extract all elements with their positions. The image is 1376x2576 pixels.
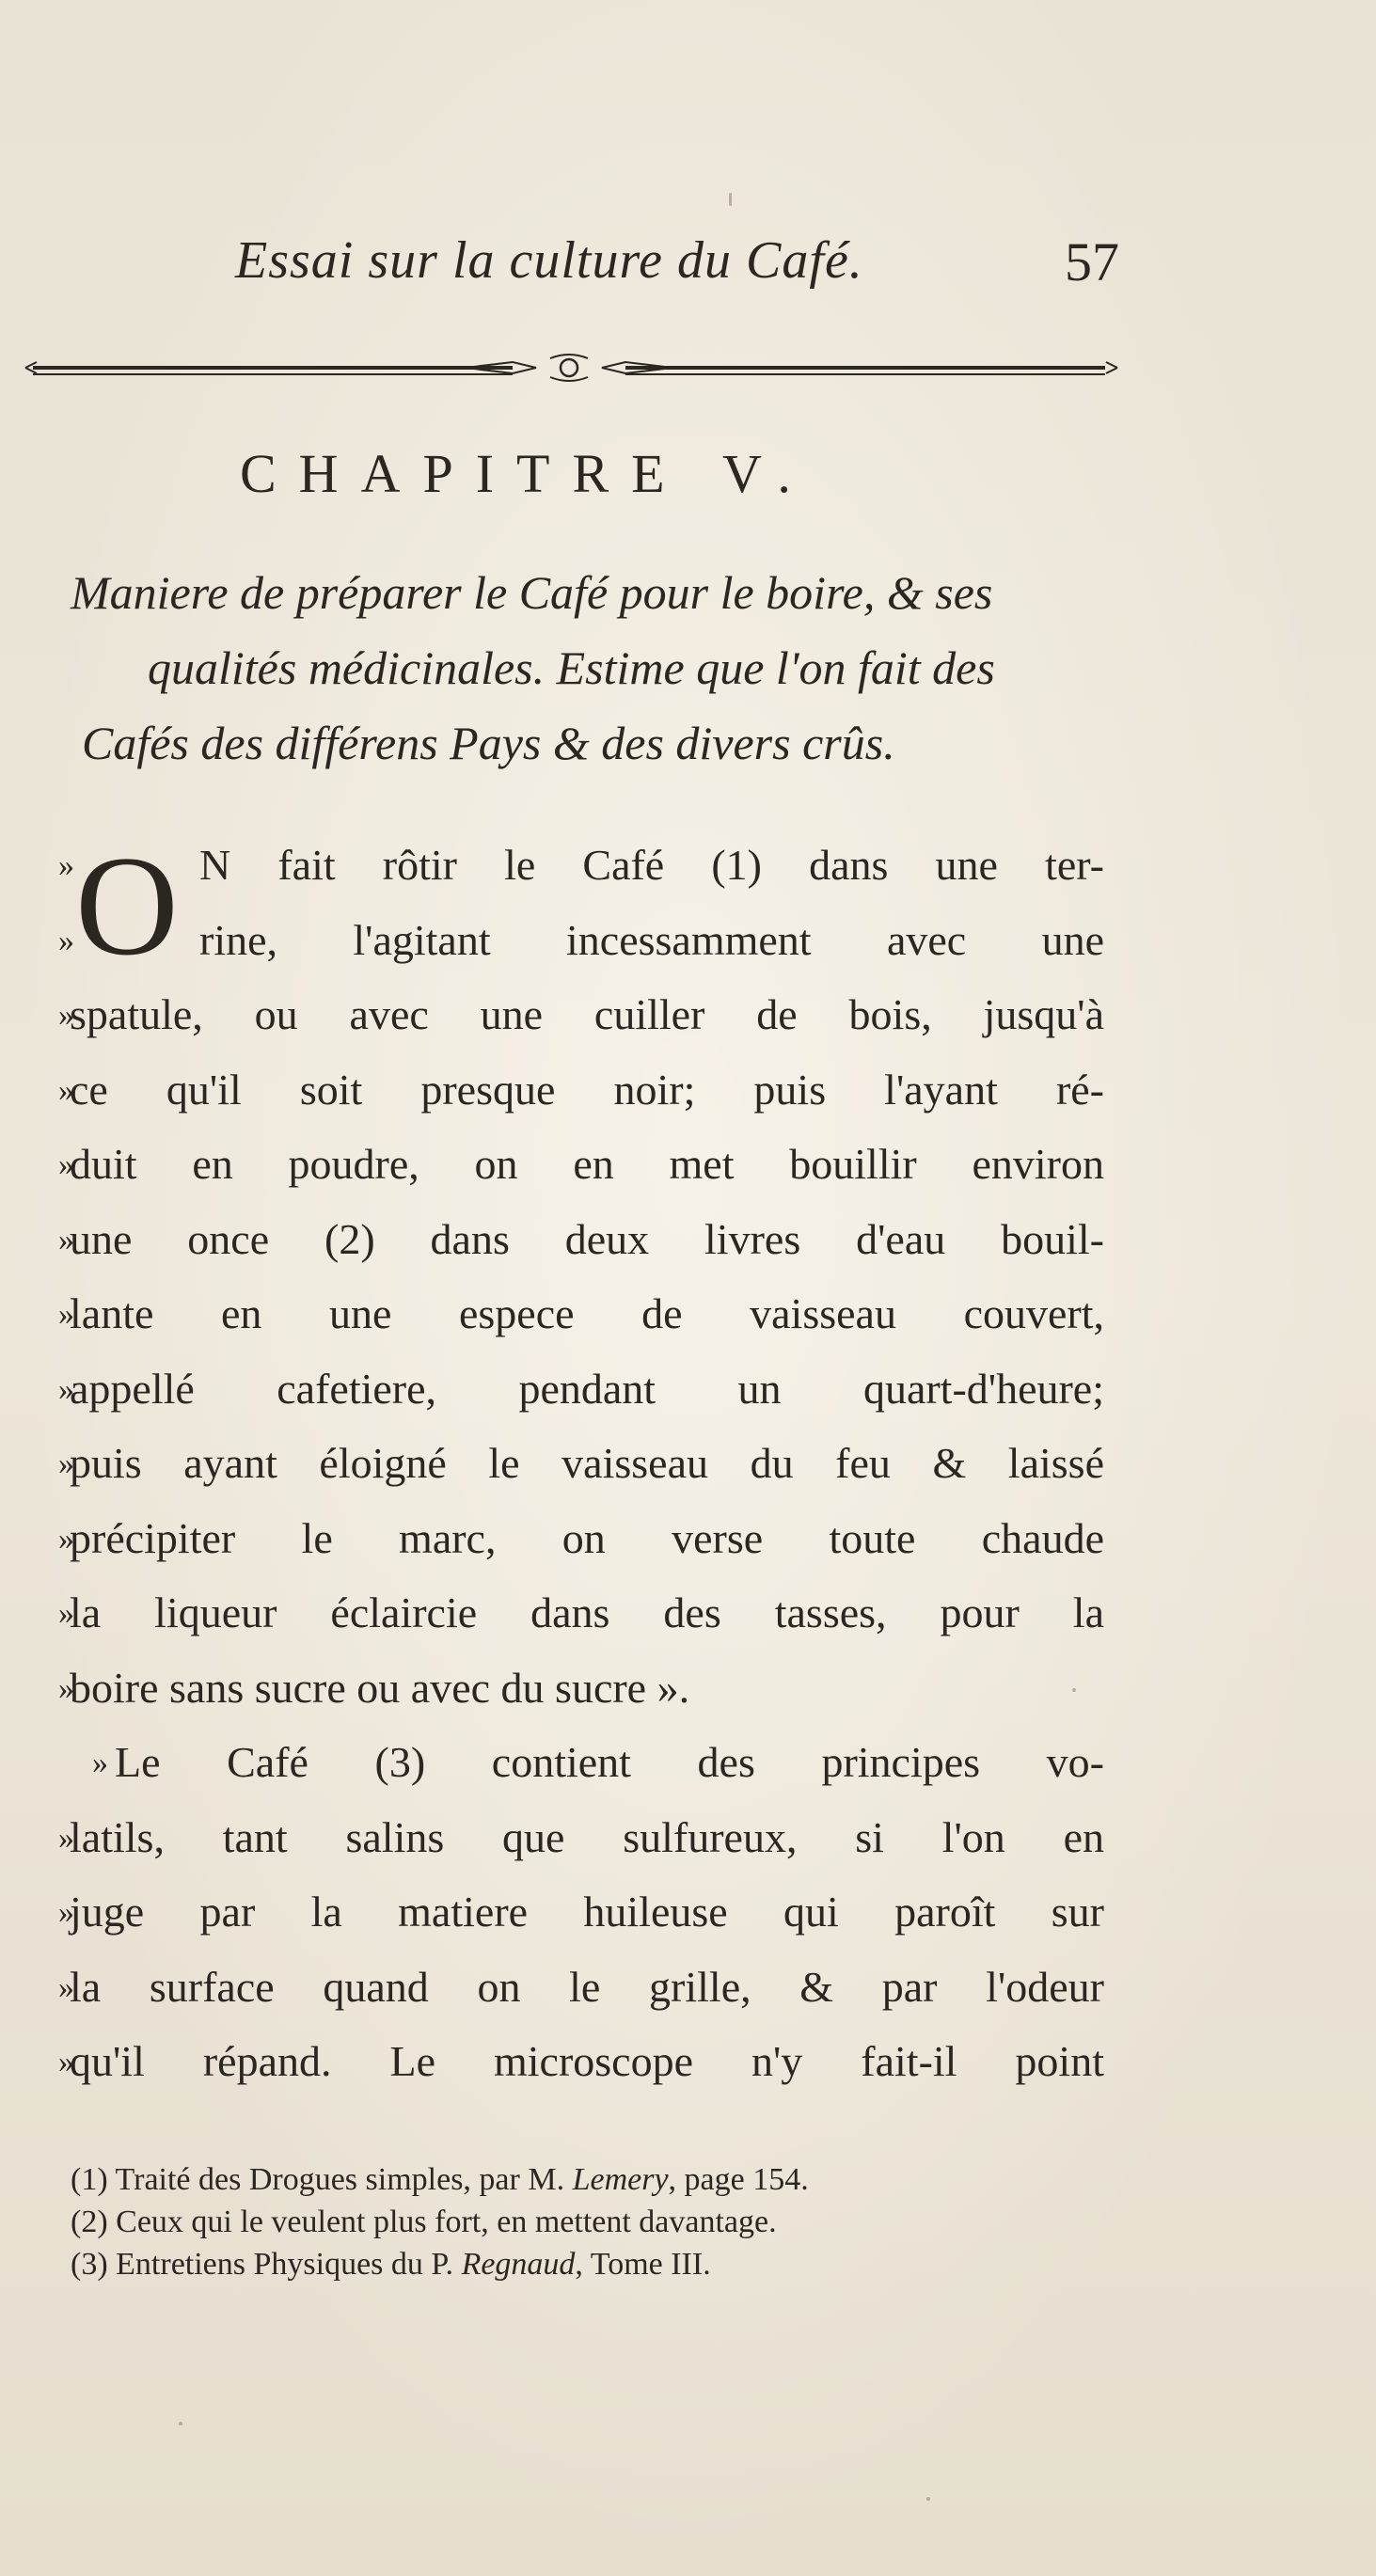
paper-speck (179, 2422, 182, 2426)
quote-mark: » (58, 1371, 74, 1407)
footnote-rest: , Tome III. (575, 2247, 711, 2282)
text-line-content: duit en poudre, on en met bouillir environ (70, 1140, 1104, 1188)
footnote-text: Entretiens Physiques du P. (116, 2247, 454, 2282)
footnote-mark: (2) (71, 2205, 108, 2239)
subtitle-line: Maniere de préparer le Café pour le boire, & ses (71, 566, 993, 619)
subtitle-line: qualités médicinales. Estime que l'on fait des (148, 641, 995, 694)
text-line (58, 1276, 1131, 1351)
page-number: 57 (1065, 231, 1119, 292)
drop-cap: O (75, 827, 179, 985)
text-line (58, 977, 1131, 1052)
text-line (58, 1651, 1131, 1726)
text-line (58, 2024, 1131, 2099)
text-line (58, 828, 1131, 903)
text-line-content: ce qu'il soit presque noir; puis l'ayant ré- (70, 1065, 1104, 1114)
text-line (58, 1950, 1131, 2025)
footnote (71, 2158, 1011, 2201)
text-line (58, 903, 1131, 978)
footnote-author: Lemery (572, 2162, 669, 2197)
text-line (58, 1575, 1131, 1651)
text-line (58, 1351, 1131, 1427)
text-line (58, 1202, 1131, 1277)
decorative-rule-icon (24, 353, 1119, 390)
quote-mark: » (58, 1969, 74, 2005)
paper-speck (926, 2497, 930, 2501)
text-line (58, 1874, 1131, 1950)
running-title: Essai sur la culture du Café. (235, 231, 863, 290)
text-line-content: boire sans sucre ou avec du sucre ». (70, 1663, 690, 1712)
text-line-content: latils, tant salins que sulfureux, si l'on en (70, 1812, 1104, 1861)
quote-mark: » (58, 848, 74, 883)
text-line (58, 1127, 1131, 1202)
text-line-content: rine, l'agitant incessamment avec une (199, 915, 1104, 964)
quote-mark: » (58, 1147, 74, 1182)
subtitle-line: Cafés des différens Pays & des divers crûs. (82, 717, 895, 769)
footnote-text: Traité des Drogues simples, par M. (115, 2162, 565, 2197)
text-line (58, 1725, 1131, 1800)
text-line-content: puis ayant éloigné le vaisseau du feu & laissé (70, 1439, 1104, 1487)
quote-mark: » (58, 1670, 74, 1706)
quote-mark: » (58, 1297, 74, 1332)
paper-speck (729, 193, 732, 206)
text-line-content: Le Café (3) contient des principes vo- (115, 1738, 1104, 1786)
text-line (58, 1800, 1131, 1875)
quote-mark: » (58, 1596, 74, 1631)
footnote-author: Regnaud (461, 2247, 576, 2282)
quote-mark: » (58, 1446, 74, 1481)
footnote (71, 2243, 1011, 2285)
text-line-content: appellé cafetiere, pendant un quart-d'heure; (70, 1364, 1104, 1413)
quote-mark: » (58, 2045, 74, 2079)
text-line (58, 1501, 1131, 1576)
paper-speck (1072, 1688, 1076, 1692)
text-line-content: précipiter le marc, on verse toute chaude (70, 1513, 1104, 1562)
quote-mark: » (58, 1895, 74, 1930)
text-line-content: la liqueur éclaircie dans des tasses, pour la (70, 1588, 1104, 1636)
quote-mark: » (58, 923, 74, 958)
quote-mark: » (58, 1521, 74, 1557)
body-text (58, 828, 1131, 2099)
footnote-mark: (1) (71, 2162, 108, 2197)
quote-mark: » (92, 1746, 108, 1780)
footnote-text: Ceux qui le veulent plus fort, en mettent davantage. (116, 2205, 777, 2239)
text-line-content: qu'il répand. Le microscope n'y fait-il point (70, 2037, 1104, 2085)
text-line (58, 1426, 1131, 1501)
footnote-rest: , page 154. (668, 2162, 809, 2197)
chapter-heading: CHAPITRE V. (240, 443, 814, 504)
text-line-content: juge par la matiere huileuse qui paroît sur (70, 1888, 1104, 1936)
footnote (71, 2201, 1011, 2243)
chapter-subtitle (71, 555, 1133, 781)
quote-mark: » (58, 1222, 74, 1257)
quote-mark: » (58, 1072, 74, 1108)
text-line-content: une once (2) dans deux livres d'eau bouil- (70, 1214, 1104, 1263)
text-line-content: N fait rôtir le Café (1) dans une ter- (199, 841, 1104, 889)
text-line-content: spatule, ou avec une cuiller de bois, jusqu'à (70, 990, 1104, 1038)
footnote-mark: (3) (71, 2247, 108, 2282)
quote-mark: » (58, 998, 74, 1033)
text-line-content: lante en une espece de vaisseau couvert, (70, 1289, 1104, 1337)
running-head (235, 230, 1119, 306)
text-line-content: la surface quand on le grille, & par l'odeur (70, 1962, 1104, 2011)
footnotes (71, 2158, 1011, 2285)
text-line (58, 1052, 1131, 1128)
quote-mark: » (58, 1820, 74, 1856)
